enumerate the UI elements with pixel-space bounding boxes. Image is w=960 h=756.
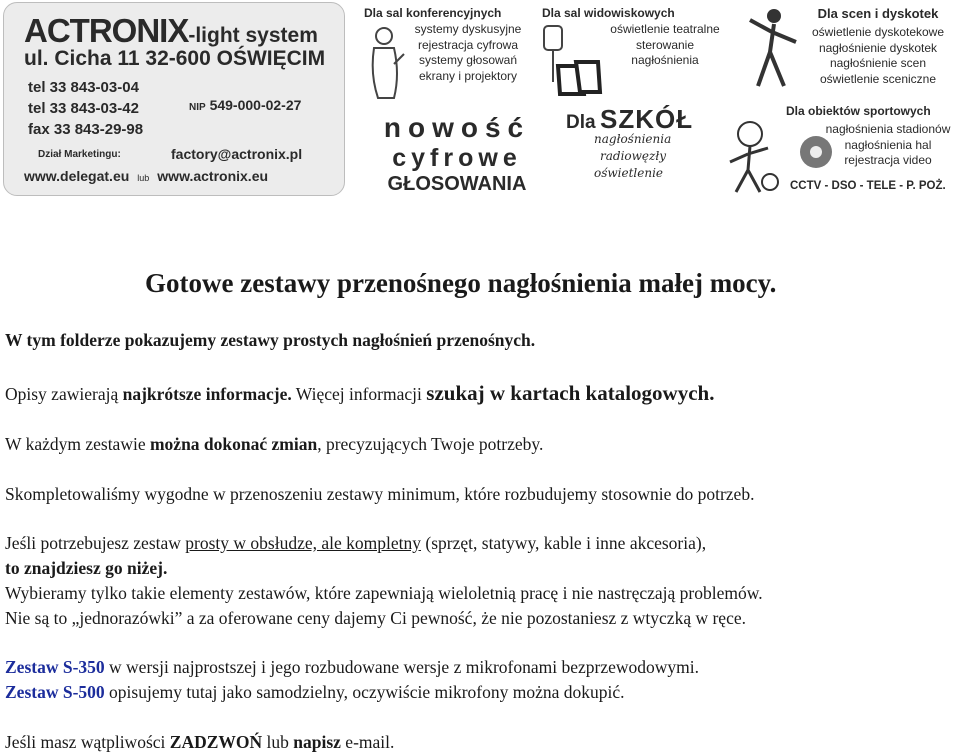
spotlight-masks-icon <box>540 22 604 102</box>
conference-items <box>404 22 532 84</box>
company-websites <box>24 168 268 184</box>
text-span: , precyzujących Twoje potrzeby. <box>317 434 544 454</box>
stage-item: nagłośnienie scen <box>829 56 927 70</box>
theatre-item: nagłośnienia <box>631 53 699 67</box>
stage-item: oświetlenie sceniczne <box>819 71 937 86</box>
phone-2: tel 33 843-03-42 <box>28 100 139 117</box>
or-label: lub <box>137 173 150 183</box>
text-span: w wersji najprostszej i jego rozbudowane wersje z mikrofonami bezprzewodowymi. <box>104 657 699 677</box>
set-s350-label: Zestaw S-350 <box>5 657 105 677</box>
call-text: ZADZWOŃ <box>169 732 263 752</box>
theatre-items <box>600 22 730 69</box>
contact-paragraph <box>5 732 394 753</box>
schools-item: nagłośnienia <box>594 132 672 146</box>
text-span: Jeśli masz wątpliwości <box>5 732 170 752</box>
text-span-bold: można dokonać zmian <box>149 434 318 454</box>
text-span: W każdym zestawie <box>5 434 150 454</box>
fax-number: fax 33 843-29-98 <box>28 121 144 138</box>
theatre-item: oświetlenie teatralne <box>610 22 720 36</box>
company-name: ACTRONIX <box>24 12 189 49</box>
sports-title: Dla obiektów sportowych <box>786 104 931 118</box>
schools-dla: Dla <box>566 112 596 133</box>
set-s500-paragraph <box>5 682 625 703</box>
intro-paragraph: W tym folderze pokazujemy zestawy prostych nagłośnień przenośnych. <box>5 330 536 350</box>
security-services <box>790 180 946 192</box>
company-address: ul. Cicha 11 32-600 OŚWIĘCIM <box>24 47 326 70</box>
sports-item: rejestracja video <box>844 153 932 167</box>
theatre-item: sterowanie <box>635 37 695 52</box>
nip-value: 549-000-02-27 <box>209 97 302 113</box>
text-span: Opisy zawierają <box>5 384 123 404</box>
schools-block <box>566 104 694 180</box>
novelty-line: nowość <box>383 112 531 143</box>
sports-block <box>786 104 931 118</box>
advertising-banner <box>0 0 960 205</box>
security-services-text: CCTV - DSO - TELE - P. POŻ. <box>790 180 946 192</box>
conference-block <box>364 6 501 20</box>
nip-label: NIP <box>189 102 206 113</box>
text-span-underlined: prosty w obsłudze, ale kompletny <box>185 533 422 553</box>
website-link-2[interactable]: www.actronix.eu <box>157 168 269 184</box>
sports-item: nagłośnienia hal <box>844 137 932 152</box>
conference-item: rejestracja cyfrowa <box>417 37 519 52</box>
selection-paragraph: Wybieramy tylko takie elementy zestawów, które zapewniają wieloletnią pracę i nie nastręczają problemów. <box>5 583 763 603</box>
stage-block <box>798 6 958 87</box>
set-s500-label: Zestaw S-500 <box>5 682 105 702</box>
conference-title: Dla sal konferencyjnych <box>364 6 502 20</box>
theatre-block <box>542 6 675 20</box>
stage-item: nagłośnienie dyskotek <box>818 40 938 55</box>
complete-set-paragraph <box>5 533 706 554</box>
phone-1: tel 33 843-03-04 <box>28 79 139 96</box>
page-heading: Gotowe zestawy przenośnego nagłośnienia małej mocy. <box>145 268 777 298</box>
website-link-1[interactable]: www.delegat.eu <box>24 168 130 184</box>
modifications-paragraph <box>5 434 543 455</box>
find-below-text: to znajdziesz go niżej. <box>5 558 168 578</box>
set-s350-paragraph <box>5 657 699 678</box>
schools-item: oświetlenie <box>594 166 664 180</box>
conference-item: ekrany i projektory <box>418 68 518 83</box>
text-span: opisujemy tutaj jako samodzielny, oczywiście mikrofony można dokupić. <box>104 682 625 702</box>
guarantee-paragraph: Nie są to „jednorazówki” a za oferowane ceny dajemy Ci pewność, że nie pozostaniesz z wtyczką w ręce. <box>5 608 746 628</box>
sports-item: nagłośnienia stadionów <box>825 122 951 136</box>
company-email[interactable]: factory@actronix.pl <box>171 146 303 162</box>
text-span: (sprzęt, statywy, kable i inne akcesoria), <box>421 533 707 553</box>
marketing-label: Dział Marketingu: <box>38 149 121 160</box>
conference-item: systemy głosowań <box>418 53 518 67</box>
text-span: e-mail. <box>340 732 395 752</box>
conference-item: systemy dyskusyjne <box>414 22 522 36</box>
novelty-line: cyfrowe <box>392 144 522 172</box>
schools-title: SZKÓŁ <box>600 104 694 134</box>
conference-figure-icon <box>360 24 406 104</box>
write-text: napisz <box>293 732 341 752</box>
text-span: Jeśli potrzebujesz zestaw <box>5 533 186 553</box>
stage-item: oświetlenie dyskotekowe <box>811 25 945 39</box>
schools-item: radiowęzły <box>600 149 666 163</box>
novelty-line: GŁOSOWANIA <box>387 173 527 195</box>
stage-title: Dla scen i dyskotek <box>817 6 939 21</box>
descriptions-paragraph <box>5 381 714 406</box>
text-span: Więcej informacji <box>291 384 427 404</box>
catalog-cards-text: szukaj w kartach katalogowych. <box>426 381 715 405</box>
company-suffix: -light system <box>188 24 318 47</box>
child-with-ball-icon <box>718 118 782 196</box>
nip-number <box>189 97 301 113</box>
digital-voting-promo <box>372 112 542 196</box>
minimum-sets-paragraph: Skompletowaliśmy wygodne w przenoszeniu zestawy minimum, które rozbudujemy stosownie do potrzeb. <box>5 484 755 504</box>
text-span: lub <box>262 732 294 752</box>
theatre-title: Dla sal widowiskowych <box>542 6 675 20</box>
company-contact-card <box>3 2 345 196</box>
text-span-bold: najkrótsze informacje. <box>122 384 292 404</box>
sports-items <box>816 122 960 169</box>
